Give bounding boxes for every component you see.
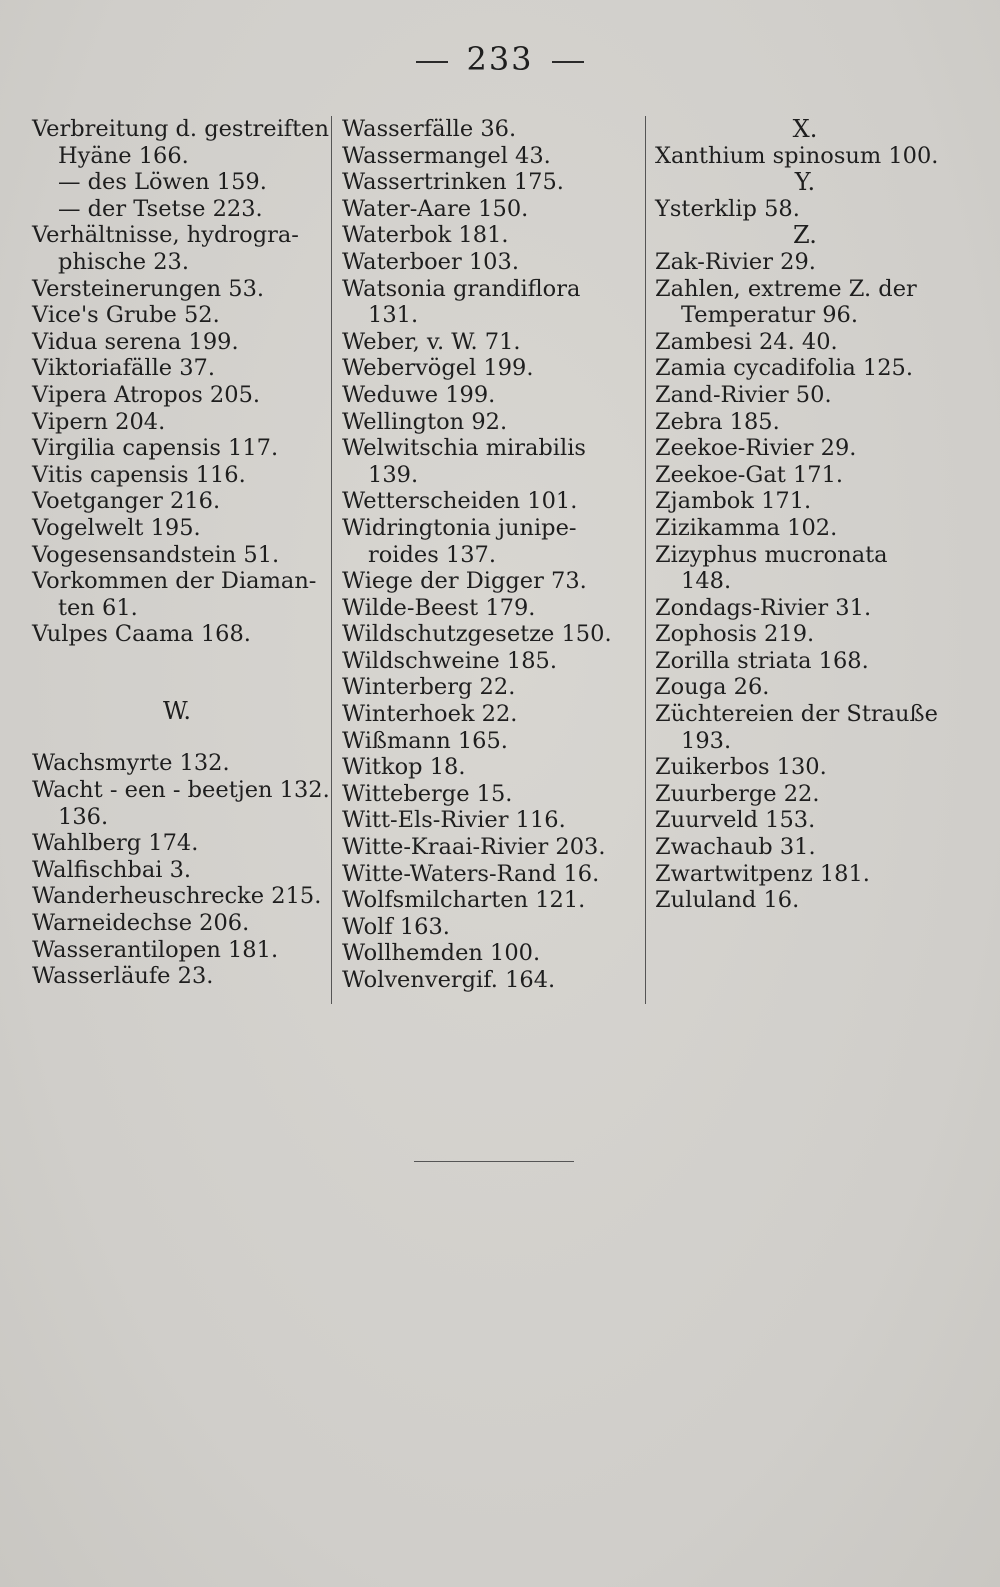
index-entry: Wolf 163.: [342, 913, 450, 940]
index-entry: Verhältnisse, hydrogra-: [32, 222, 299, 249]
index-entry: Watsonia grandiflora: [342, 275, 581, 302]
index-entry: ten 61.: [58, 594, 138, 621]
index-entry: 139.: [368, 461, 419, 488]
index-entry: Warneidechse 206.: [32, 910, 250, 937]
page-number: 233: [466, 40, 534, 78]
index-entry: Zwachaub 31.: [655, 834, 816, 861]
index-entry: — der Tsetse 223.: [58, 195, 263, 222]
index-entry: Wahlberg 174.: [32, 830, 199, 857]
index-entry: Wachsmyrte 132.: [32, 750, 230, 777]
index-entry: Vidua serena 199.: [32, 328, 239, 355]
index-entry: Wanderheuschrecke 215.: [32, 883, 322, 910]
index-entry: Vitis capensis 116.: [32, 461, 246, 488]
index-entry: Wolvenvergif. 164.: [342, 967, 556, 993]
index-entry: Witt-Els-Rivier 116.: [342, 807, 566, 834]
index-entry: Vipern 204.: [32, 408, 166, 435]
index-entry: Wildschweine 185.: [342, 647, 557, 674]
index-entry: 136.: [58, 803, 109, 830]
index-entry: Zambesi 24. 40.: [655, 328, 838, 355]
index-column-2: [342, 116, 642, 994]
index-entry: Vulpes Caama 168.: [32, 621, 251, 648]
column-divider-1: [331, 116, 332, 1004]
index-entry: 193.: [681, 727, 732, 754]
index-entry: Zuikerbos 130.: [655, 754, 827, 781]
index-entry: Zuurberge 22.: [655, 780, 820, 807]
index-entry: Temperatur 96.: [681, 302, 859, 329]
index-entry: Zand-Rivier 50.: [655, 381, 832, 408]
index-entry: Weduwe 199.: [342, 381, 496, 408]
index-entry: Wollhemden 100.: [342, 940, 541, 967]
index-entry: Wolfsmilcharten 121.: [342, 887, 586, 914]
index-entry: Witte-Waters-Rand 16.: [342, 860, 600, 887]
section-letter: X.: [792, 115, 818, 143]
index-entry: Walfischbai 3.: [32, 856, 192, 883]
index-entry: Vipera Atropos 205.: [32, 381, 261, 408]
index-entry: Water-Aare 150.: [342, 195, 529, 222]
index-entry: Verbreitung d. gestreiften: [32, 116, 329, 142]
index-entry: Zizyphus mucronata: [655, 541, 888, 568]
index-entry: Winterhoek 22.: [342, 701, 518, 728]
index-entry: Wassermangel 43.: [342, 142, 551, 169]
index-entry: Welwitschia mirabilis: [342, 435, 586, 462]
index-entry: Webervögel 199.: [342, 355, 534, 382]
index-entry: Zjambok 171.: [655, 488, 812, 515]
index-entry: Wetterscheiden 101.: [342, 488, 578, 515]
index-entry: 148.: [681, 568, 732, 595]
index-column-1: [32, 116, 330, 990]
header-dash-left: [416, 61, 448, 63]
header-dash-right: [552, 61, 584, 63]
index-entry: Wacht - een - beetjen 132.: [32, 777, 330, 804]
index-entry: Zamia cycadifolia 125.: [655, 355, 914, 382]
index-column-3: [655, 116, 955, 914]
index-entry: Züchtereien der Strauße: [655, 701, 938, 728]
section-letter: Z.: [793, 221, 817, 250]
index-entry: Zizikamma 102.: [655, 514, 838, 541]
index-entry: Voetganger 216.: [32, 488, 221, 515]
index-entry: Zuurveld 153.: [655, 807, 816, 834]
index-entry: Wassertrinken 175.: [342, 169, 564, 196]
index-entry: Wasserfälle 36.: [342, 116, 517, 142]
index-entry: Zouga 26.: [655, 674, 770, 701]
index-entry: phische 23.: [58, 248, 189, 275]
index-entry: Wilde-Beest 179.: [342, 594, 536, 621]
index-entry: Virgilia capensis 117.: [32, 435, 279, 462]
index-entry: Hyäne 166.: [58, 142, 189, 169]
index-entry: Zwartwitpenz 181.: [655, 860, 870, 887]
index-entry: Zorilla striata 168.: [655, 647, 869, 674]
index-entry: Ysterklip 58.: [655, 195, 800, 222]
page-header: [0, 40, 1000, 78]
section-letter: W.: [162, 696, 192, 725]
index-entry: Versteinerungen 53.: [32, 275, 265, 302]
index-entry: Zophosis 219.: [655, 621, 815, 648]
index-entry: Witkop 18.: [342, 754, 466, 781]
index-entry: Vice's Grube 52.: [32, 302, 220, 329]
index-entry: Zondags-Rivier 31.: [655, 594, 872, 621]
index-entry: Vorkommen der Diaman-: [32, 568, 317, 595]
index-entry: Zululand 16.: [655, 887, 800, 914]
index-entry: Winterberg 22.: [342, 674, 516, 701]
index-entry: Viktoriafälle 37.: [32, 355, 216, 382]
index-entry: Zahlen, extreme Z. der: [655, 275, 917, 302]
index-entry: Zebra 185.: [655, 408, 780, 435]
index-entry: Zak-Rivier 29.: [655, 248, 816, 275]
index-entry: Zeekoe-Rivier 29.: [655, 435, 857, 462]
index-entry: Witteberge 15.: [342, 780, 513, 807]
index-entry: Vogelwelt 195.: [32, 514, 201, 541]
section-letter: Y.: [794, 168, 816, 197]
index-entry: Vogesensandstein 51.: [32, 541, 280, 568]
index-entry: Widringtonia junipe-: [342, 514, 577, 541]
index-entry: Waterboer 103.: [342, 248, 519, 275]
index-entry: Wellington 92.: [342, 408, 508, 435]
index-entry: Wasserantilopen 181.: [32, 936, 279, 963]
column-divider-2: [645, 116, 646, 1004]
index-entry: Wiege der Digger 73.: [342, 568, 587, 595]
index-entry: Xanthium spinosum 100.: [655, 142, 939, 169]
index-entry: Wißmann 165.: [342, 727, 508, 754]
index-entry: Wasserläufe 23.: [32, 963, 214, 990]
index-entry: roides 137.: [368, 541, 497, 568]
index-entry: 131.: [368, 302, 419, 329]
index-entry: Wildschutzgesetze 150.: [342, 621, 612, 648]
index-entry: Weber, v. W. 71.: [342, 328, 521, 355]
footer-rule: [414, 1161, 574, 1162]
index-entry: — des Löwen 159.: [58, 169, 267, 196]
index-entry: Zeekoe-Gat 171.: [655, 461, 844, 488]
index-entry: Witte-Kraai-Rivier 203.: [342, 834, 606, 861]
index-entry: Waterbok 181.: [342, 222, 509, 249]
